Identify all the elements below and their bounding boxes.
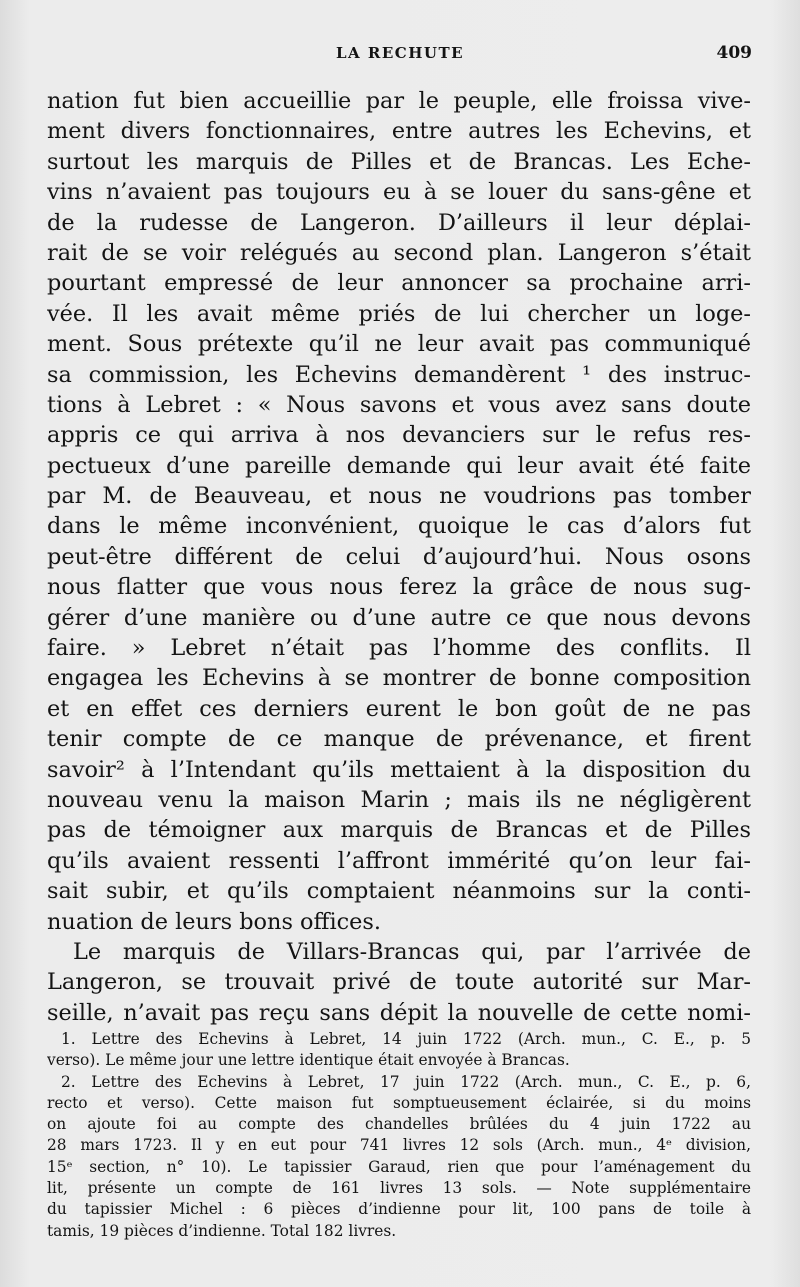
text-line: dans le même inconvénient, quoique le cas d’alors fut (47, 513, 751, 540)
text-line: vée. Il les avait même priés de lui chercher un loge- (47, 300, 751, 327)
footnote-line: on ajoute foi au compte des chandelles brûlées du 4 juin 1722 au (47, 1115, 751, 1134)
text-line: rait de se voir relégués au second plan. Langeron s’était (47, 239, 751, 266)
text-line: faire. » Lebret n’était pas l’homme des conflits. Il (47, 635, 751, 662)
footnote-line: verso). Le même jour une lettre identique était envoyée à Brancas. (47, 1051, 570, 1070)
text-line: pas de témoigner aux marquis de Brancas et de Pilles (47, 817, 751, 844)
text-line: ment divers fonctionnaires, entre autres les Echevins, et (47, 118, 751, 145)
footnote-line: 15ᵉ section, n° 10). Le tapissier Garaud, rien que pour l’aménagement du (47, 1157, 751, 1176)
footnote-line: 1. Lettre des Echevins à Lebret, 14 juin 1722 (Arch. mun., C. E., p. 5 (61, 1030, 751, 1048)
text-line: seille, n’avait pas reçu sans dépit la nouvelle de cette nomi- (47, 999, 751, 1026)
text-line: de la rudesse de Langeron. D’ailleurs il leur déplai- (47, 209, 751, 236)
footnotes (47, 1029, 751, 1242)
text-line: sait subir, et qu’ils comptaient néanmoins sur la conti- (47, 878, 751, 905)
running-head: LA RECHUTE (335, 44, 465, 62)
footnote-line: 2. Lettre des Echevins à Lebret, 17 juin 1722 (Arch. mun., C. E., p. 6, (61, 1072, 751, 1091)
footnote-line: lit, présente un compte de 161 livres 13 sols. — Note supplémentaire (47, 1179, 751, 1198)
text-line: pourtant empressé de leur annoncer sa prochaine arri- (47, 270, 751, 297)
footnote-line: recto et verso). Cette maison fut somptueusement éclairée, si du moins (47, 1093, 751, 1112)
text-line: qu’ils avaient ressenti l’affront immérité qu’on leur fai- (47, 847, 751, 874)
text-line: tenir compte de ce manque de prévenance, et firent (47, 726, 751, 753)
text-line: Le marquis de Villars-Brancas qui, par l’arrivée de (73, 938, 751, 965)
page-header (48, 38, 752, 68)
text-line: pectueux d’une pareille demande qui leur avait été faite (47, 452, 751, 479)
text-line: gérer d’une manière ou d’une autre ce que nous devons (47, 604, 751, 631)
text-line: et en effet ces derniers eurent le bon goût de ne pas (47, 695, 751, 722)
footnote-line: tamis, 19 pièces d’indienne. Total 182 livres. (47, 1221, 397, 1240)
text-line: vins n’avaient pas toujours eu à se louer du sans-gêne et (47, 179, 751, 206)
text-line: nouveau venu la maison Marin ; mais ils ne négligèrent (47, 786, 751, 813)
text-line: nous flatter que vous nous ferez la grâce de nous sug- (47, 574, 751, 601)
text-line: ment. Sous prétexte qu’il ne leur avait pas communiqué (47, 331, 751, 358)
body-text (47, 86, 751, 1028)
text-line: tions à Lebret : « Nous savons et vous avez sans doute (47, 391, 751, 418)
text-line: nation fut bien accueillie par le peuple, elle froissa vive- (47, 88, 751, 114)
footnote-line: 28 mars 1723. Il y en eut pour 741 livres 12 sols (Arch. mun., 4ᵉ division, (47, 1136, 751, 1155)
page-number: 409 (716, 43, 752, 63)
text-line: appris ce qui arriva à nos devanciers sur le refus res- (47, 422, 751, 449)
text-line: nuation de leurs bons offices. (47, 908, 382, 935)
text-line: Langeron, se trouvait privé de toute autorité sur Mar- (47, 969, 751, 996)
text-line: peut-être différent de celui d’aujourd’hui. Nous osons (47, 543, 751, 570)
footnote-line: du tapissier Michel : 6 pièces d’indienne pour lit, 100 pans de toile à (47, 1200, 751, 1219)
text-line: par M. de Beauveau, et nous ne voudrions pas tomber (47, 483, 751, 510)
text-line: engagea les Echevins à se montrer de bonne composition (47, 665, 751, 692)
text-line: surtout les marquis de Pilles et de Brancas. Les Eche- (47, 148, 751, 175)
text-line: sa commission, les Echevins demandèrent ¹ des instruc- (47, 361, 751, 388)
text-line: savoir² à l’Intendant qu’ils mettaient à la disposition du (47, 756, 751, 783)
